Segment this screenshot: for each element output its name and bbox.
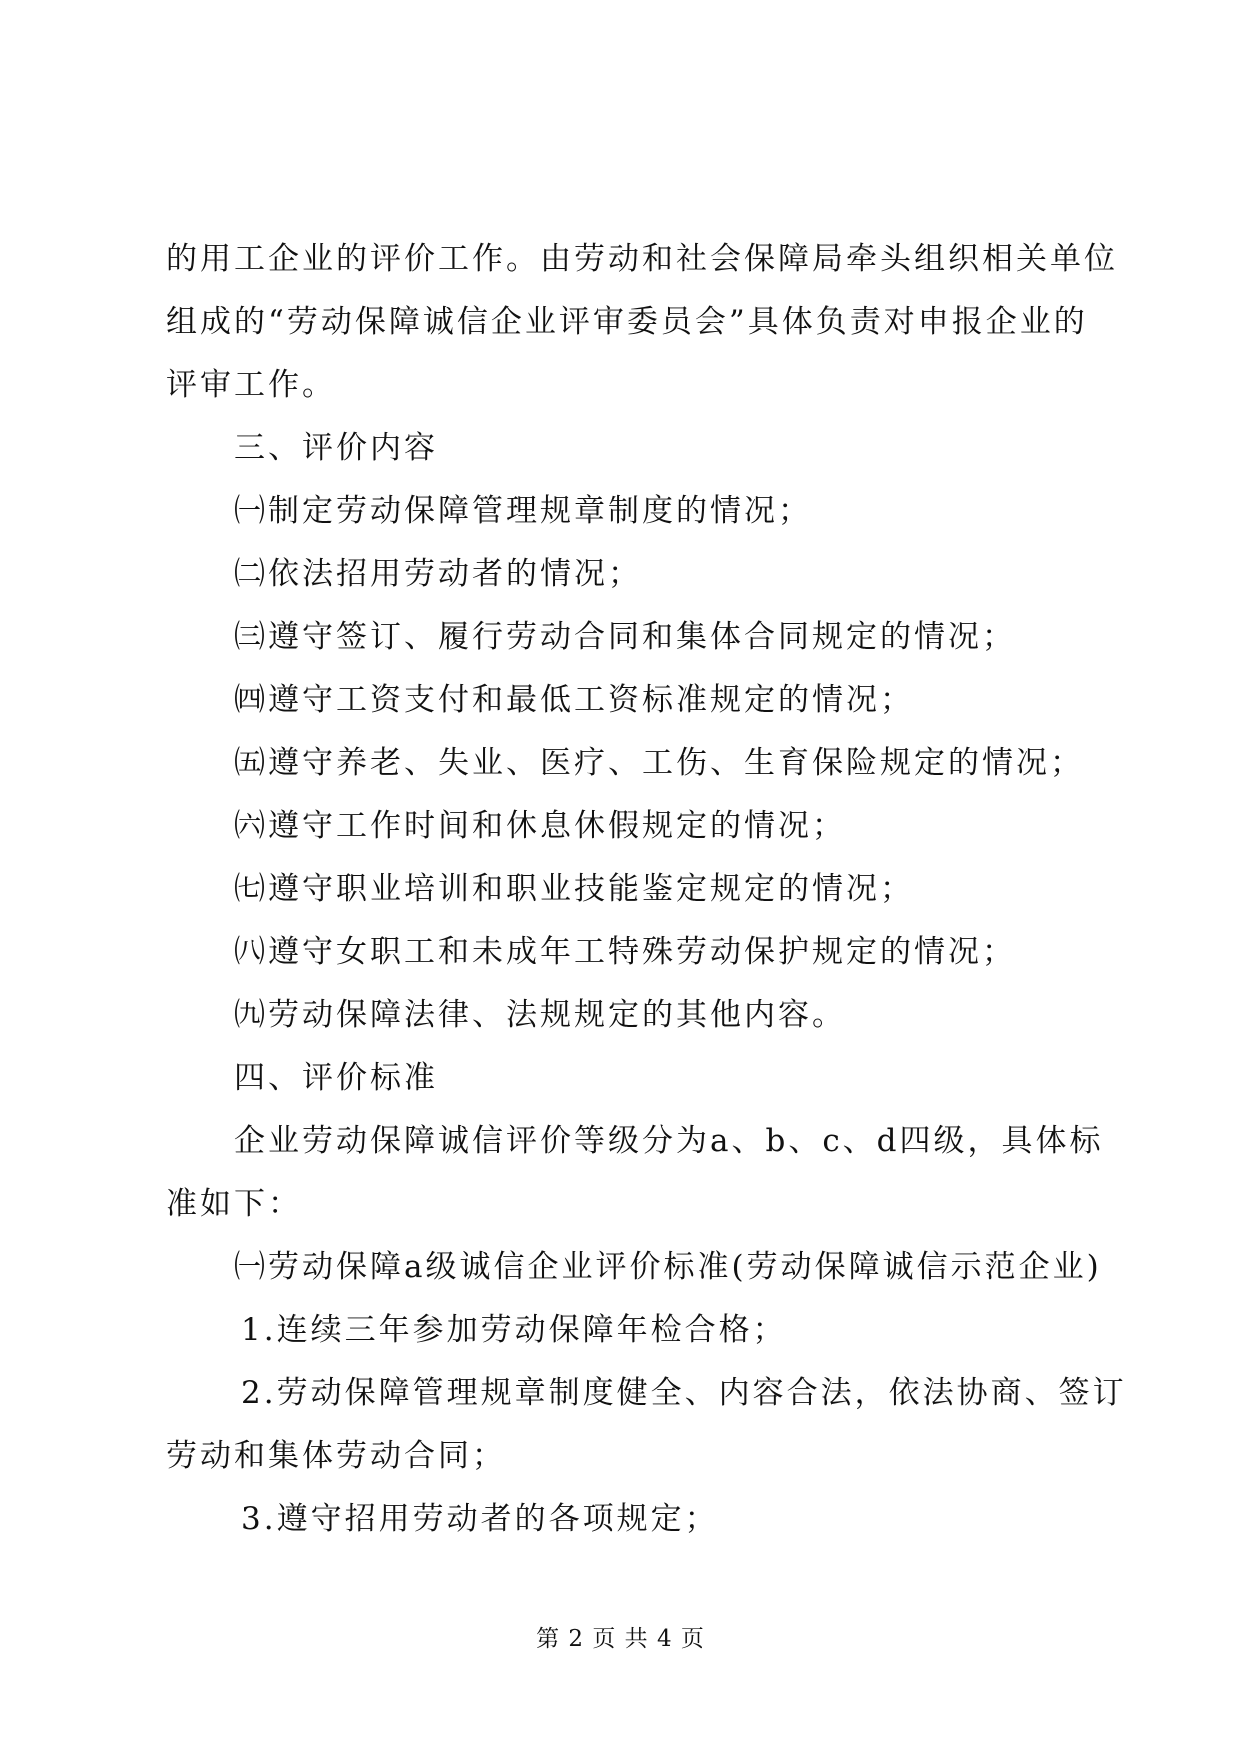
list-item-6: ㈥遵守工作时间和休息休假规定的情况； — [234, 808, 846, 844]
list-item-5: ㈤遵守养老、失业、医疗、工伤、生育保险规定的情况； — [234, 745, 1084, 781]
list-item-7: ㈦遵守职业培训和职业技能鉴定规定的情况； — [234, 871, 914, 907]
list-item-8: ㈧遵守女职工和未成年工特殊劳动保护规定的情况； — [234, 934, 1016, 970]
standard-item-2-line-1: 2.劳动保障管理规章制度健全、内容合法，依法协商、签订 — [241, 1375, 1127, 1411]
standard-a-heading: ㈠劳动保障a级诚信企业评价标准(劳动保障诚信示范企业) — [234, 1249, 1102, 1285]
list-item-1: ㈠制定劳动保障管理规章制度的情况； — [234, 493, 812, 529]
standard-intro-line-2: 准如下： — [166, 1186, 302, 1222]
standard-item-2-line-2: 劳动和集体劳动合同； — [166, 1438, 506, 1474]
paragraph-intro-line-2: 组成的“劳动保障诚信企业评审委员会”具体负责对申报企业的 — [166, 304, 1088, 340]
list-item-9: ㈨劳动保障法律、法规规定的其他内容。 — [234, 997, 846, 1033]
list-item-4: ㈣遵守工资支付和最低工资标准规定的情况； — [234, 682, 914, 718]
section-heading-evaluation-standard: 四、评价标准 — [234, 1060, 438, 1096]
standard-intro-line-1: 企业劳动保障诚信评价等级分为a、b、c、d四级，具体标 — [234, 1123, 1104, 1159]
paragraph-intro-line-3: 评审工作。 — [166, 367, 336, 403]
page-footer: 第 2 页 共 4 页 — [536, 1626, 705, 1652]
list-item-3: ㈢遵守签订、履行劳动合同和集体合同规定的情况； — [234, 619, 1016, 655]
standard-item-3: 3.遵守招用劳动者的各项规定； — [241, 1501, 719, 1537]
section-heading-evaluation-content: 三、评价内容 — [234, 430, 438, 466]
standard-item-1: 1.连续三年参加劳动保障年检合格； — [241, 1312, 787, 1348]
document-body — [166, 228, 1127, 1551]
list-item-2: ㈡依法招用劳动者的情况； — [234, 556, 642, 592]
paragraph-intro-line-1: 的用工企业的评价工作。由劳动和社会保障局牵头组织相关单位 — [166, 241, 1118, 277]
